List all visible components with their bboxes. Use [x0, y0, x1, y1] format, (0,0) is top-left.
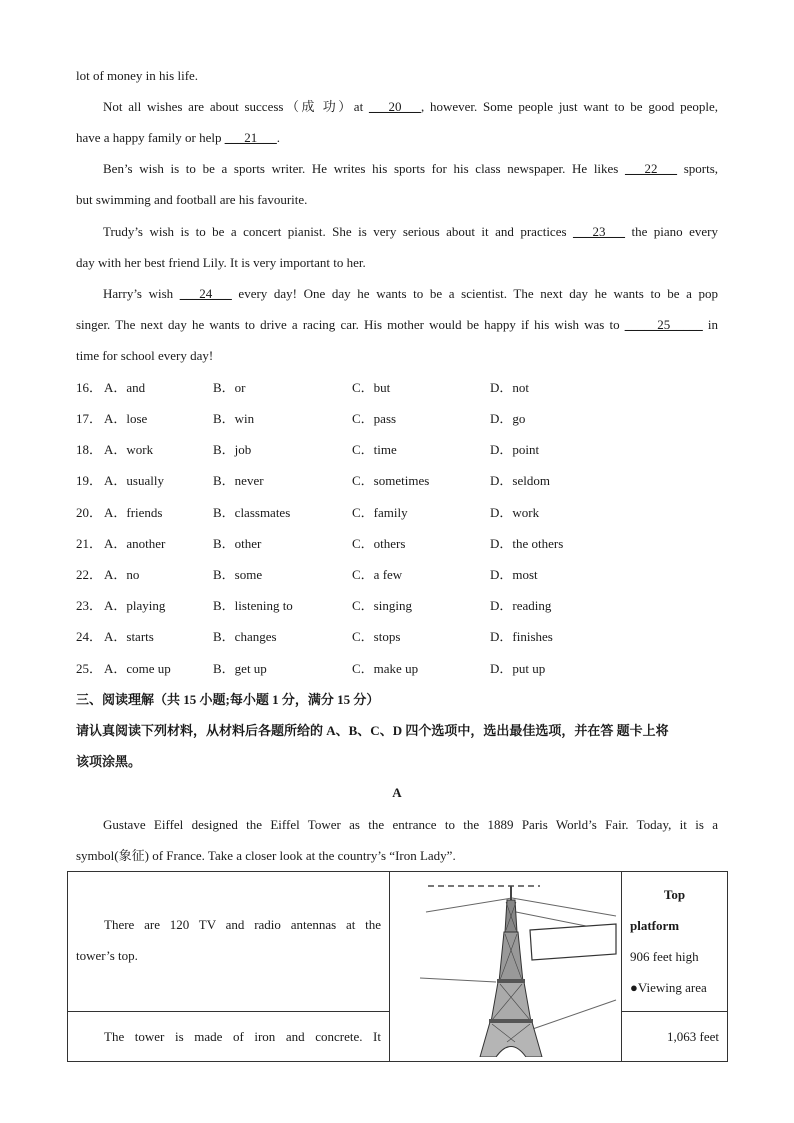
- passage-line: have a happy family or help ___21___.: [76, 130, 280, 145]
- passage-line: Ben’s wish is to be a sports writer. He writes his sports for his class newspaper. He likes ___22___ sports,: [103, 161, 718, 176]
- part-label: A: [392, 785, 402, 800]
- passage-line: Not all wishes are about success（成 功）at ___20___, however. Some people just want to be good people,: [103, 99, 718, 114]
- passage-line: but swimming and football are his favourite.: [76, 192, 308, 207]
- table-cell: [68, 1011, 390, 1061]
- blank-22: ___22___: [625, 161, 678, 176]
- cell-text: There are 120 TV and radio antennas at the: [104, 917, 381, 932]
- section-instruction: 请认真阅读下列材料，从材料后各题所给的 A、B、C、D 四个选项中，选出最佳选项，并在答 题卡上将: [76, 723, 669, 738]
- passage-line: day with her best friend Lily. It is very important to her.: [76, 255, 366, 270]
- blank-23: ___23___: [573, 224, 625, 239]
- blank-20: ___20___: [368, 99, 421, 114]
- cell-text: ●Viewing area: [630, 980, 707, 995]
- cell-text: 906 feet high: [630, 949, 699, 964]
- blank-21: ___21___: [224, 130, 277, 145]
- cell-text: tower’s top.: [76, 948, 138, 963]
- section-heading: 三、阅读理解（共 15 小题;每小题 1 分，满分 15 分）: [76, 692, 380, 707]
- exam-page: lot of money in his life. Not all wishes are about success（成 功）at ___20___, however. Some people just want to be good people, have a happy family or help ___21___. Ben’s wish is to be a sports writer. He writes his sports for his class newspaper. He likes ___22___ sports, but swimming and football are his favourite. Trudy’s wish is to be a concert pianist. She is very serious about it and practices ___23___ the piano every day with her best friend Lily. It is very important to her. Harry’s wish ___24___ every day! One day he wants to be a scientist. The next day he wants to be a pop singer. The next day he wants to drive a racing car. His mother would be happy if his wish was to _____25_____ in time for school every day! 16． A．and B．or C．but D．not 17． A．lose B．win C．pass D．go 18． A．work B．job C．time D．point 19． A．usually B．never C．sometimes D．seldom 20． A．friends B．classmates C．family D．work 21． A．another B．other C．others D．the others 22． A．no B．some C．a few D．most 23． A．playing B．listening to C．singing D．reading 24． A．starts B．changes C．stops D．finishes 25． A．come up B．get up C．make up D．put up 三、阅读理解（共 15 小题;每小题 1 分，满分 15 分） 请认真阅读下列材料，从材料后各题所给的 A、B、C、D 四个选项中，选出最佳选项，并在答 题卡上将 该项涂黑。 A Gustave Eiffel designed the Eiffel Tower as the entrance to the 1889 Paris World’s Fair. Today, it is a symbol(象征) of France. Take a closer look at the country’s “Iron Lady”. There are 120 TV and radio antennas at the tower’s top. Top platform 906 feet high ●Viewing area The tower is made of iron and concrete. It 1,063 feet: [0, 0, 794, 1123]
- eiffel-info-table: [67, 871, 728, 1062]
- reading-intro: Gustave Eiffel designed the Eiffel Tower as the entrance to the 1889 Paris World’s Fair. Today, it is a: [103, 817, 718, 832]
- passage-line: Trudy’s wish is to be a concert pianist. She is very serious about it and practices ___23___ the piano every: [103, 224, 718, 239]
- table-cell: [68, 872, 390, 1012]
- passage-line: Harry’s wish ___24___ every day! One day he wants to be a scientist. The next day he wants to be a pop: [103, 286, 718, 301]
- passage-line: singer. The next day he wants to drive a racing car. His mother would be happy if his wish was to _____25_____ in: [76, 317, 718, 332]
- eiffel-tower-icon: [390, 872, 622, 1057]
- passage-line: time for school every day!: [76, 348, 214, 363]
- reading-intro: symbol(象征) of France. Take a closer look at the country’s “Iron Lady”.: [76, 848, 456, 863]
- cell-text: The tower is made of iron and concrete. It: [104, 1028, 381, 1044]
- table-cell: [622, 1011, 728, 1061]
- blank-25: _____25_____: [624, 317, 703, 332]
- blank-24: ___24___: [179, 286, 232, 301]
- table-cell: [622, 872, 728, 1012]
- cell-text: Top: [663, 887, 686, 902]
- eiffel-tower-diagram: [390, 872, 622, 1062]
- cell-text: platform: [630, 918, 680, 933]
- cell-text: 1,063 feet: [667, 1028, 719, 1044]
- section-instruction: 该项涂黑。: [76, 754, 142, 769]
- passage-line: lot of money in his life.: [76, 68, 199, 83]
